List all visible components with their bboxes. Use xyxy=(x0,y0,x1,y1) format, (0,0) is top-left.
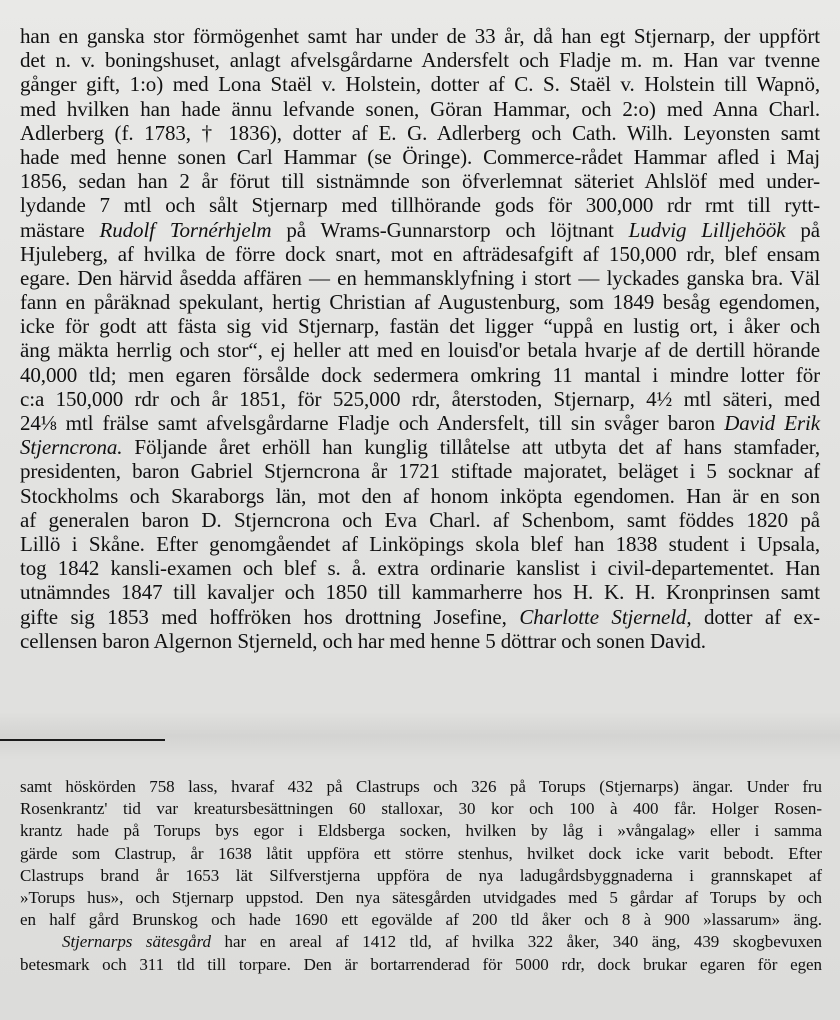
text-line: han en ganska stor förmögenhet samt har under de 33 år, då han egt Stjernarp, der uppfört xyxy=(20,24,820,48)
footnote-line: krantz hade på Torups bys egor i Eldsberga socken, hvilken by låg i »vångalag» eller i samma xyxy=(20,821,822,841)
text-line: Hjuleberg, af hvilka de förre dock snart, mot en afträdesafgift af 150,000 rdr, blef ensam xyxy=(20,241,820,266)
text-line: egare. Den härvid åsedda affären — en hemmansklyfning i stort — lyckades ganska bra. Väl xyxy=(20,265,820,290)
text-line: cellensen baron Algernon Stjerneld, och har med henne 5 döttrar och sonen David. xyxy=(20,628,706,653)
footnote-line: samt höskörden 758 lass, hvaraf 432 på Clastrups och 326 på Torups (Stjernarps) ängar. Under fru xyxy=(20,777,822,796)
footnote-line: en half gård Brunskog och hade 1690 ett egovälde af 200 tld åker och 8 à 900 »lassarum» äng. xyxy=(20,910,822,930)
footnote-line: »Torups hus», och Stjernarp uppstod. Den nya sätesgården utvidgades med 5 gårdar af Torups by och xyxy=(20,887,822,907)
text-line: presidenten, baron Gabriel Stjerncrona år 1721 stiftade majoratet, beläget i 5 socknar af xyxy=(20,459,820,484)
text-line: Lillö i Skåne. Efter genomgåendet af Linköpings skola blef han 1838 student i Upsala, xyxy=(20,531,820,556)
footnote-body xyxy=(20,776,822,976)
text-line: det n. v. boningshuset, anlagt afvelsgårdarne Andersfelt och Fladje m. m. Han var tvenne xyxy=(20,48,820,73)
text-line: utnämndes 1847 till kavaljer och 1850 till kammarherre hos H. K. H. Kronprinsen samt xyxy=(20,580,820,605)
text-line: Adlerberg (f. 1783, † 1836), dotter af E. G. Adlerberg och Cath. Wilh. Leyonsten samt xyxy=(20,120,820,145)
text-line: gifte sig 1853 med hoffröken hos drottning Josefine, Charlotte Stjerneld, dotter af ex- xyxy=(20,604,820,629)
text-line: fann en påräknad spekulant, hertig Christian af Augustenburg, som 1849 besåg egendomen, xyxy=(20,290,820,315)
text-line: Stockholms och Skaraborgs län, mot den af honom inköpta egendomen. Han är en son xyxy=(20,483,820,508)
footnote-line: gärde som Clastrup, år 1638 låtit uppföra ett större stenhus, hvilket dock icke varit bebodt. Efter xyxy=(20,843,822,863)
text-line: tog 1842 kansli-examen och blef s. å. extra ordinarie kanslist i civil-departementet. Han xyxy=(20,556,820,581)
text-line: 24⅛ mtl frälse samt afvelsgårdarne Fladje och Andersfelt, till sin svåger baron David Erik xyxy=(20,411,820,435)
text-line: 1856, sedan han 2 år förut till sistnämnde son öfverlemnat säteriet Ahlslöf med under- xyxy=(20,169,820,194)
text-line: mästare Rudolf Tornérhjelm på Wrams-Gunnarstorp och löjtnant Ludvig Lilljehöök på xyxy=(20,217,821,242)
text-line: c:a 150,000 rdr och år 1851, för 525,000 rdr, återstoden, Stjernarp, 4½ mtl säteri, med xyxy=(20,386,820,411)
text-line: med hvilken han hade ännu lefvande sonen, Göran Hammar, och 2:o) med Anna Charl. xyxy=(20,96,820,121)
text-line: icke för godt att fästa sig vid Stjernarp, fastän det ligger “uppå en lustig ort, i åker och xyxy=(20,314,820,339)
footnote-line: betesmark och 311 tld till torpare. Den är bortarrenderad för 5000 rdr, dock brukar egaren för egen xyxy=(20,954,822,974)
main-text-body xyxy=(20,24,820,653)
footnote-divider xyxy=(0,739,165,741)
footnote-line: Clastrups brand år 1653 lät Silfverstjerna uppföra de nya ladugårdsbyggnaderna i grannskapet af xyxy=(20,865,822,885)
text-line: gånger gift, 1:o) med Lona Staël v. Holstein, dotter af C. S. Staël v. Holstein till Wapnö, xyxy=(20,72,820,97)
text-line: af generalen baron D. Stjerncrona och Eva Charl. af Schenbom, samt föddes 1820 på xyxy=(20,507,820,532)
text-line: hade med henne sonen Carl Hammar (se Öringe). Commerce-rådet Hammar afled i Maj xyxy=(20,144,820,169)
text-line: 40,000 tld; men egaren försålde dock sedermera omkring 11 mantal i mindre lotter för xyxy=(20,362,820,387)
footnote-line: Rosenkrantz' tid var kreatursbesättningen 60 stalloxar, 30 kor och 100 à 400 får. Holger Rosen- xyxy=(20,799,822,819)
text-line: äng mäkta herrlig och stor“, ej heller att med en louisd'or betala hvarje af de dertill hörande xyxy=(20,338,820,363)
footnote-line: Stjernarps sätesgård har en areal af 1412 tld, af hvilka 322 åker, 340 äng, 439 skogbevuxen xyxy=(62,932,822,952)
text-line: lydande 7 mtl och sålt Stjernarp med tillhörande gods för 300,000 rdr rmt till rytt- xyxy=(20,193,820,218)
text-line: Stjerncrona. Följande året erhöll han kunglig tillåtelse att utbyta det af hans stamfader, xyxy=(20,435,820,460)
show-through-bleed xyxy=(0,712,840,760)
